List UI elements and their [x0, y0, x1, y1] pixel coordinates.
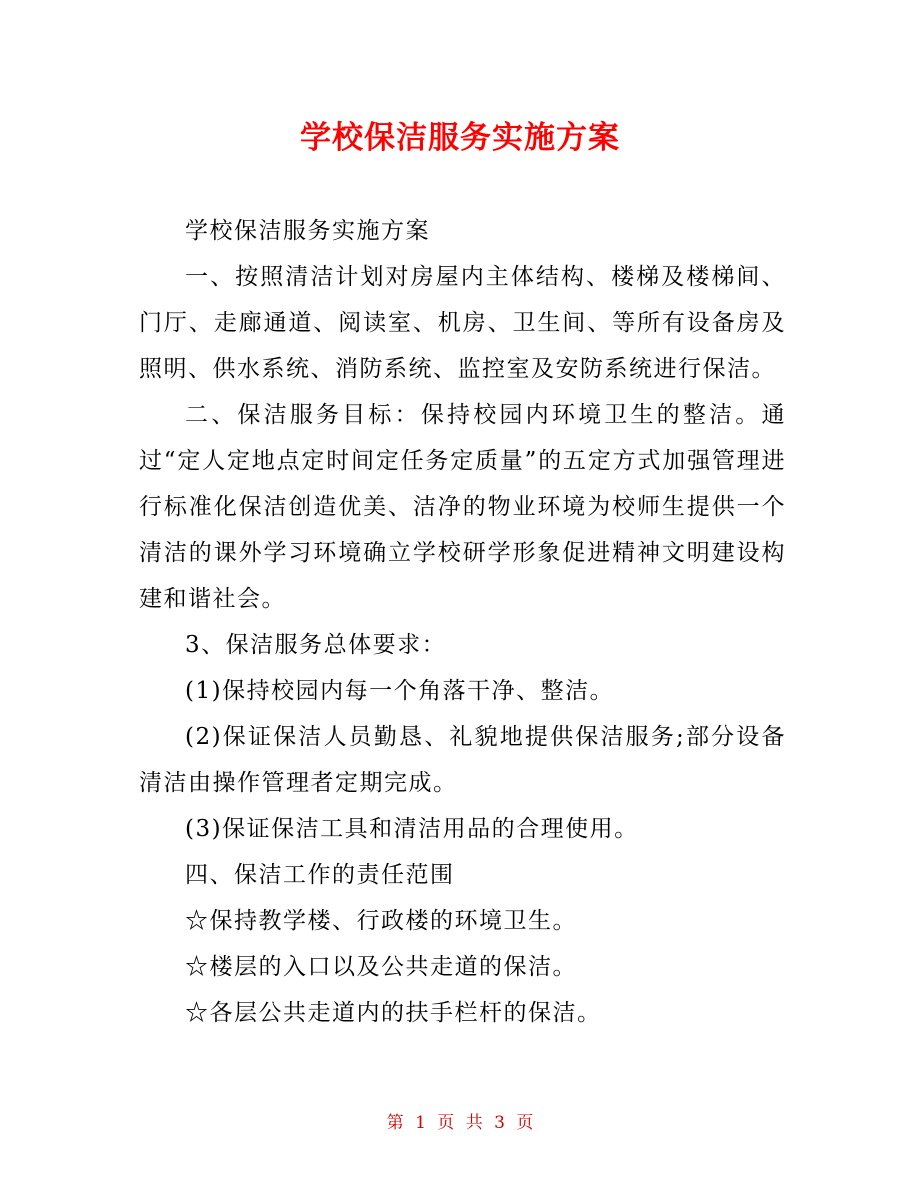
- list-item-scope-3: ☆各层公共走道内的扶手栏杆的保洁。: [185, 1000, 602, 1026]
- paragraph-section-3-heading: 3、保洁服务总体要求：: [185, 632, 447, 658]
- paragraph-subtitle: 学校保洁服务实施方案: [185, 218, 430, 244]
- document-title: 学校保洁服务实施方案: [300, 120, 620, 156]
- paragraph-requirement-1: (1)保持校园内每一个角落干净、整洁。: [185, 678, 615, 704]
- list-item-scope-1: ☆保持教学楼、行政楼的环境卫生。: [185, 908, 577, 934]
- page-number-footer: 第 1 页 共 3 页: [386, 1113, 534, 1133]
- paragraph-requirement-3: (3)保证保洁工具和清洁用品的合理使用。: [185, 816, 639, 842]
- paragraph-section-1: 一、按照清洁计划对房屋内主体结构、楼梯及楼梯间、门厅、走廊通道、阅读室、机房、卫生间、等所有设备房及照明、供水系统、消防系统、监控室及安防系统进行保洁。: [139, 264, 786, 382]
- list-item-scope-2: ☆楼层的入口以及公共走道的保洁。: [185, 954, 577, 980]
- paragraph-section-4-heading: 四、保洁工作的责任范围: [185, 862, 455, 888]
- document-body: [139, 208, 786, 1036]
- paragraph-requirement-2: (2)保证保洁人员勤恳、礼貌地提供保洁服务;部分设备清洁由操作管理者定期完成。: [139, 724, 786, 796]
- paragraph-section-2: 二、保洁服务目标：保持校园内环境卫生的整洁。通过“定人定地点定时间定任务定质量”的五定方式加强管理进行标准化保洁创造优美、洁净的物业环境为校师生提供一个清洁的课外学习环境确立学校研学形象促进精神文明建设构建和谐社会。: [139, 402, 786, 612]
